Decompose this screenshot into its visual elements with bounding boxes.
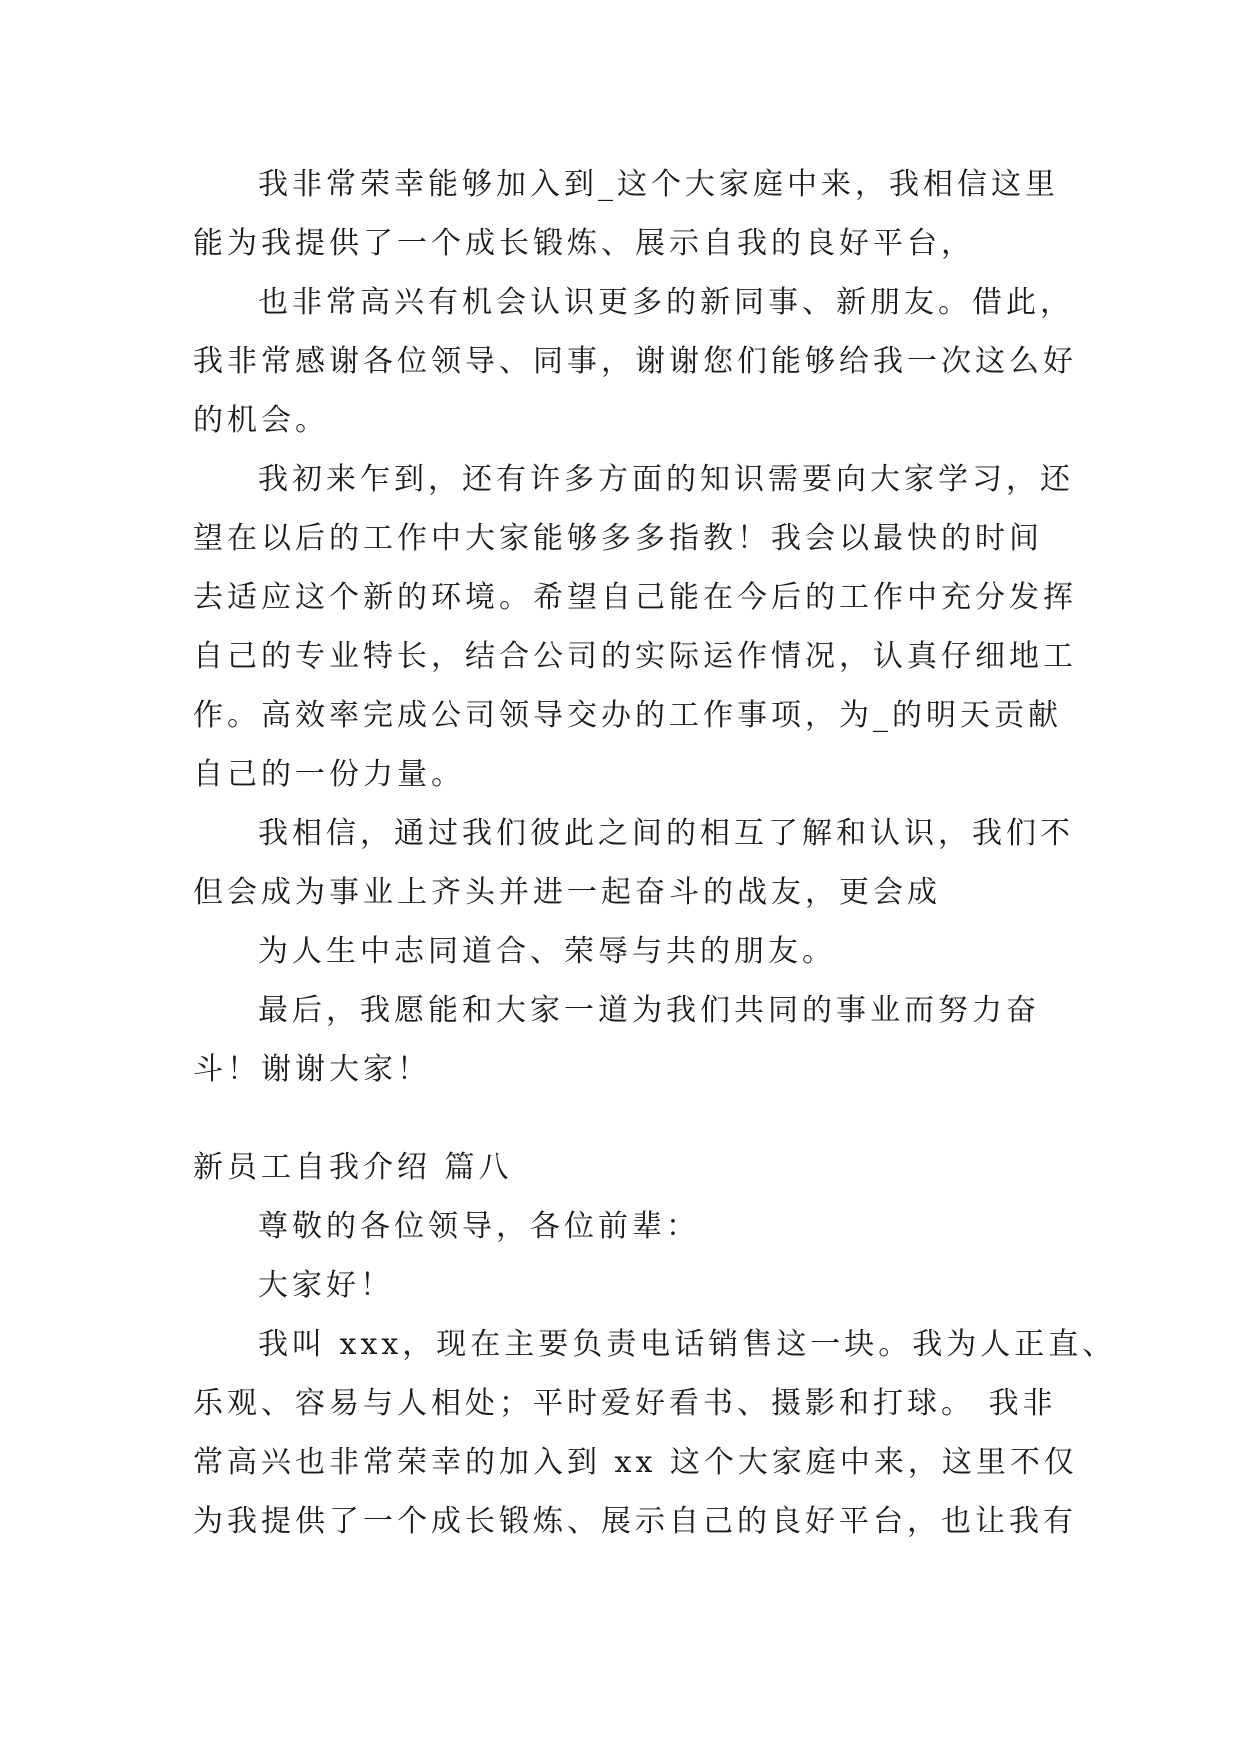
greeting-line: 大家好！ — [258, 1268, 394, 1303]
paragraph-line: 斗！谢谢大家！ — [193, 1052, 431, 1087]
section-heading: 新员工自我介绍 篇八 — [193, 1150, 513, 1185]
paragraph-line: 为我提供了一个成长锻炼、展示自己的良好平台，也让我有 — [193, 1504, 1077, 1539]
paragraph-line: 去适应这个新的环境。希望自己能在今后的工作中充分发挥 — [193, 580, 1077, 615]
paragraph-line: 我初来乍到，还有许多方面的知识需要向大家学习，还 — [258, 462, 1074, 497]
paragraph-line: 我叫 xxx，现在主要负责电话销售这一块。我为人正直、 — [258, 1327, 1117, 1362]
paragraph-line: 常高兴也非常荣幸的加入到 xx 这个大家庭中来，这里不仅 — [193, 1445, 1078, 1480]
paragraph-line: 望在以后的工作中大家能够多多指教！我会以最快的时间 — [193, 521, 1043, 556]
paragraph-line: 最后，我愿能和大家一道为我们共同的事业而努力奋 — [258, 993, 1040, 1028]
paragraph-line: 自己的专业特长，结合公司的实际运作情况，认真仔细地工 — [193, 639, 1077, 674]
paragraph-line: 作。高效率完成公司领导交办的工作事项，为_的明天贡献 — [193, 698, 1062, 733]
paragraph-line: 能为我提供了一个成长锻炼、展示自我的良好平台， — [193, 226, 975, 261]
paragraph-line: 我相信，通过我们彼此之间的相互了解和认识，我们不 — [258, 816, 1074, 851]
paragraph-line: 也非常高兴有机会认识更多的新同事、新朋友。借此， — [258, 285, 1074, 320]
paragraph-line: 我非常感谢各位领导、同事，谢谢您们能够给我一次这么好 — [193, 344, 1077, 379]
paragraph-line: 乐观、容易与人相处；平时爱好看书、摄影和打球。 我非 — [193, 1386, 1057, 1421]
paragraph-line: 为人生中志同道合、荣辱与共的朋友。 — [258, 934, 836, 969]
paragraph-line: 我非常荣幸能够加入到_这个大家庭中来，我相信这里 — [258, 167, 1059, 202]
paragraph-line: 自己的一份力量。 — [193, 757, 465, 792]
salutation-line: 尊敬的各位领导，各位前辈： — [258, 1209, 700, 1244]
paragraph-line: 的机会。 — [193, 403, 329, 438]
paragraph-line: 但会成为事业上齐头并进一起奋斗的战友，更会成 — [193, 875, 941, 910]
